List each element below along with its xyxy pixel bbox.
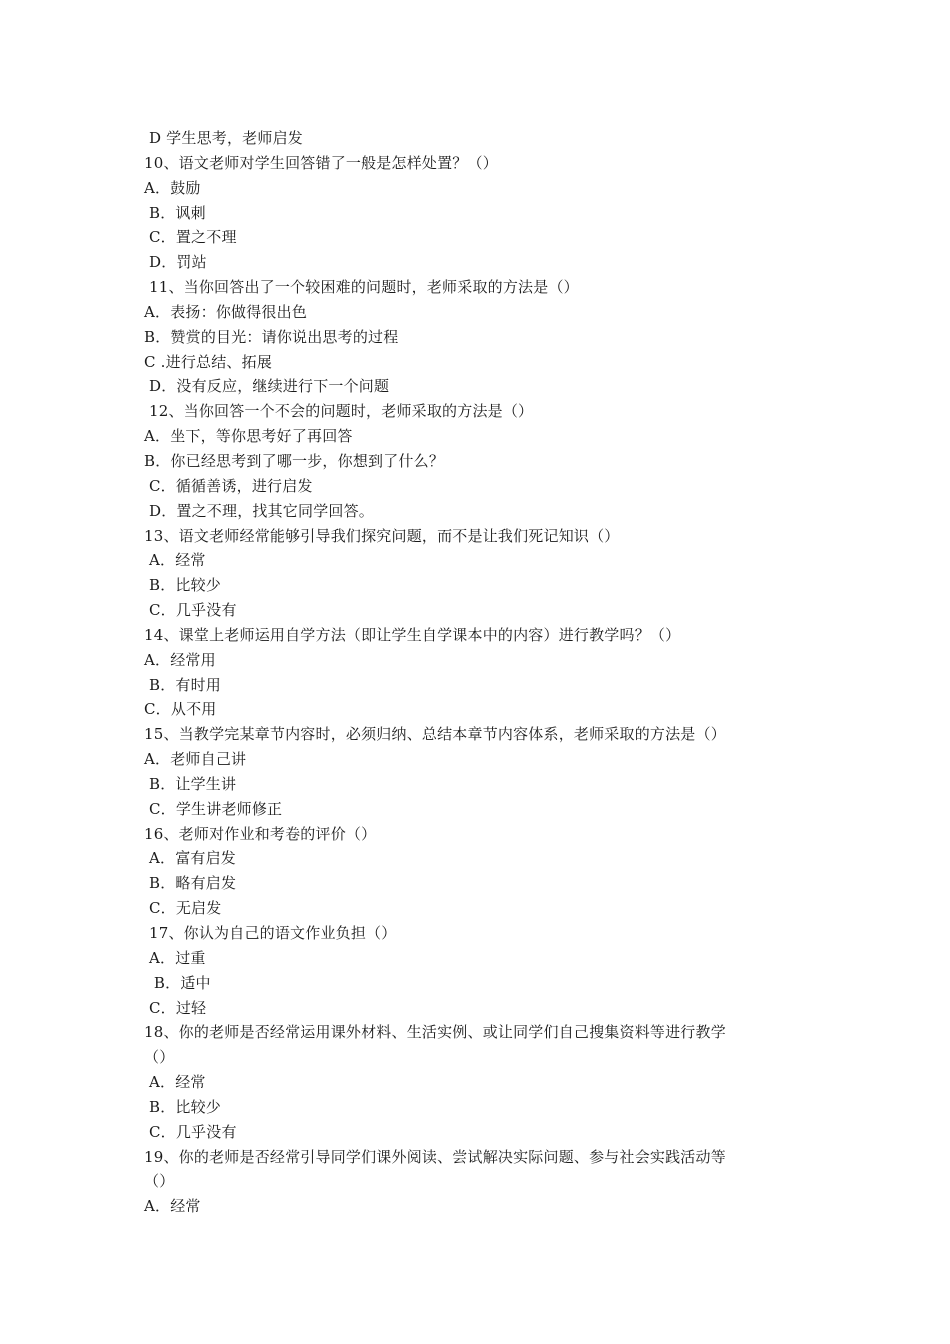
question-continuation-line: （）: [144, 1172, 175, 1191]
option-line: C．几乎没有: [144, 601, 237, 620]
option-line: C．无启发: [144, 899, 222, 918]
option-line: D．置之不理，找其它同学回答。: [144, 501, 374, 520]
option-line: C．从不用: [144, 700, 217, 719]
question-continuation-line: （）: [144, 1048, 175, 1067]
option-line: B．略有启发: [144, 874, 237, 893]
question-line: 18、你的老师是否经常运用课外材料、生活实例、或让同学们自己搜集资料等进行教学: [144, 1023, 726, 1042]
option-line: B．比较少: [144, 576, 221, 595]
option-line: A．经常: [144, 1197, 201, 1216]
questionnaire-text: [144, 126, 804, 1219]
question-line: 11、当你回答出了一个较困难的问题时，老师采取的方法是（）: [144, 278, 579, 297]
option-line: C．过轻: [144, 998, 207, 1017]
question-line: 17、你认为自己的语文作业负担（）: [144, 924, 397, 942]
option-line: B．让学生讲: [144, 774, 237, 793]
option-line: A．经常: [144, 551, 206, 570]
option-line: B．适中: [144, 973, 211, 992]
option-line: D．罚站: [144, 253, 207, 272]
option-line: B．讽刺: [144, 203, 206, 222]
question-line: 12、当你回答一个不会的问题时，老师采取的方法是（）: [144, 402, 534, 421]
question-line: 14、课堂上老师运用自学方法（即让学生自学课本中的内容）进行教学吗？（）: [144, 625, 681, 644]
question-line: 10、语文老师对学生回答错了一般是怎样处置？（）: [144, 153, 498, 172]
question-line: 19、你的老师是否经常引导同学们课外阅读、尝试解决实际问题、参与社会实践活动等: [144, 1147, 726, 1166]
option-line: B．有时用: [144, 675, 221, 694]
option-line: A．鼓励: [144, 178, 201, 197]
option-line: C .进行总结、拓展: [144, 352, 273, 371]
option-line: A．过重: [144, 948, 206, 967]
option-line: A．经常: [144, 1073, 206, 1092]
option-line: C．几乎没有: [144, 1122, 237, 1141]
option-line: A．经常用: [144, 650, 216, 669]
option-line: C．置之不理: [144, 228, 237, 247]
option-line: C．学生讲老师修正: [144, 799, 283, 818]
option-line: D．没有反应，继续进行下一个问题: [144, 377, 390, 396]
question-line: 13、语文老师经常能够引导我们探究问题，而不是让我们死记知识（）: [144, 526, 620, 545]
question-line: 15、当教学完某章节内容时，必须归纳、总结本章节内容体系，老师采取的方法是（）: [144, 725, 726, 744]
option-line: A．坐下，等你思考好了再回答: [144, 427, 353, 446]
option-line: D 学生思考，老师启发: [144, 129, 303, 147]
option-line: B．赞赏的目光：请你说出思考的过程: [144, 327, 399, 346]
option-line: B．比较少: [144, 1097, 221, 1116]
option-line: A．富有启发: [144, 849, 237, 868]
option-line: C．循循善诱，进行启发: [144, 476, 313, 495]
option-line: A．老师自己讲: [144, 750, 247, 769]
option-line: B．你已经思考到了哪一步，你想到了什么？: [144, 451, 445, 470]
option-line: A．表扬：你做得很出色: [144, 302, 308, 321]
question-line: 16、老师对作业和考卷的评价（）: [144, 824, 377, 843]
